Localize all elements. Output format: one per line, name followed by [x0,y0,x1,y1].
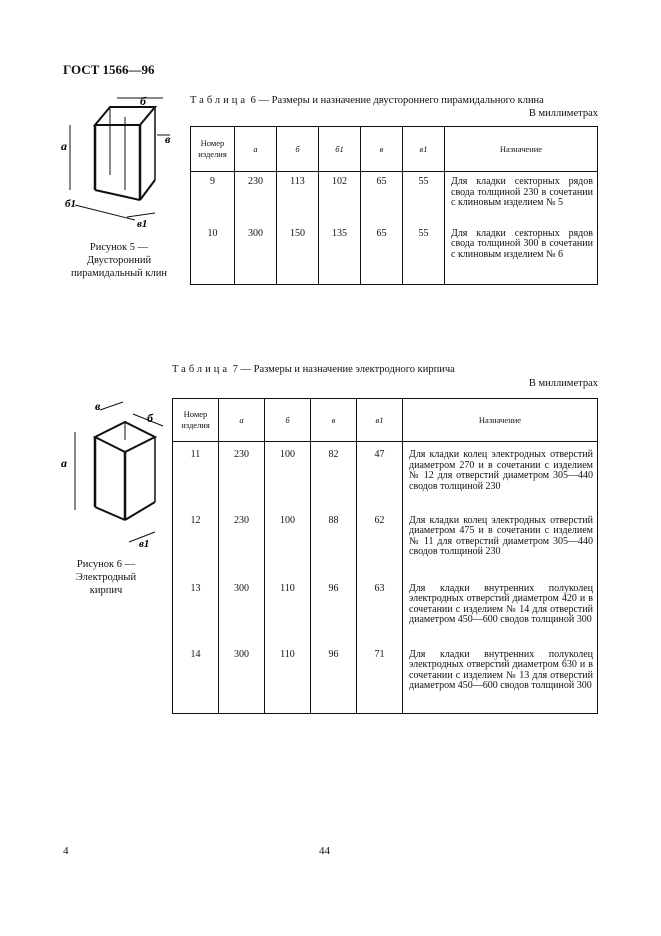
table7-caption-text: 7 — Размеры и назначение электродного кирпича [232,364,455,375]
t6-col-b1: б1 [319,127,361,172]
t6-col-a: а [235,127,277,172]
table-row: 10 300 150 135 65 55 Для кладки секторных рядов свода толщиной 300 в сочетании с клиновым изделием № 6 [191,229,598,285]
table6 [190,126,598,285]
page-number-left: 4 [63,845,69,857]
table-row: 12 230 100 88 62 Для кладки колец электродных отверстий диаметром 475 и в сочетании с изделием № 11 для отверстий диаметром 305—440 сводов толщиной 230 [173,510,598,578]
table-row: 14 300 110 96 71 Для кладки внутренних полуколец электродных отверстий диаметром 630 и в сочетании с изделием № 13 для отверстий диаметром 450—600 сводов толщиной 300 [173,644,598,714]
figure6-caption: Рисунок 6 — Электродный кирпич [75,559,137,596]
table-row: 11 230 100 82 47 Для кладки колец электродных отверстий диаметром 270 и в сочетании с изделием № 12 для отверстий диаметром 305—440 сводов толщиной 230 [173,442,598,510]
table7-unit: В миллиметрах [528,378,598,389]
table6-caption-text: 6 — Размеры и назначение двустороннего пирамидального клина [250,95,544,106]
table-row: 9 230 113 102 65 55 Для кладки секторных рядов свода толщиной 230 в сочетании с клиновым изделием № 5 [191,172,598,229]
t7-col-purpose: Назначение [403,399,598,442]
table7-caption-word: Таблица [172,364,231,375]
fig5-label-b1: б1 [65,198,76,210]
page-number-center: 44 [319,845,330,857]
fig6-label-v1: в1 [139,538,150,550]
table7 [172,398,598,714]
standard-header: ГОСТ 1566—96 [63,62,155,77]
fig5-label-v: в [165,132,171,146]
t6-col-v: в [361,127,403,172]
t7-col-a: а [219,399,265,442]
table-row: 13 300 110 96 63 Для кладки внутренних полуколец электродных отверстий диаметром 420 и в сочетании с изделием № 14 для отверстий диаметром 450—600 сводов толщиной 300 [173,578,598,644]
table6-caption [190,95,544,106]
fig5-label-v1: в1 [137,218,148,230]
table7-caption [172,364,455,375]
figure5-caption: Рисунок 5 — Двусторонний пирамидальный клин [70,242,168,279]
figure5-drawing [55,95,185,235]
figure6-drawing [55,392,170,552]
t6-col-num: Номер изделия [191,127,235,172]
t7-col-v1: в1 [357,399,403,442]
t7-col-b: б [265,399,311,442]
fig6-label-a: а [61,456,67,470]
table6-unit: В миллиметрах [528,108,598,119]
table6-caption-word: Таблица [190,95,249,106]
t6-col-b: б [277,127,319,172]
t6-col-v1: в1 [403,127,445,172]
t7-col-v: в [311,399,357,442]
t7-col-num: Номер изделия [173,399,219,442]
t6-col-purpose: Назначение [445,127,598,172]
fig5-label-b: б [140,95,146,108]
fig5-label-a: а [61,139,67,153]
fig6-label-v: в [95,399,101,413]
fig6-label-b: б [147,411,153,425]
